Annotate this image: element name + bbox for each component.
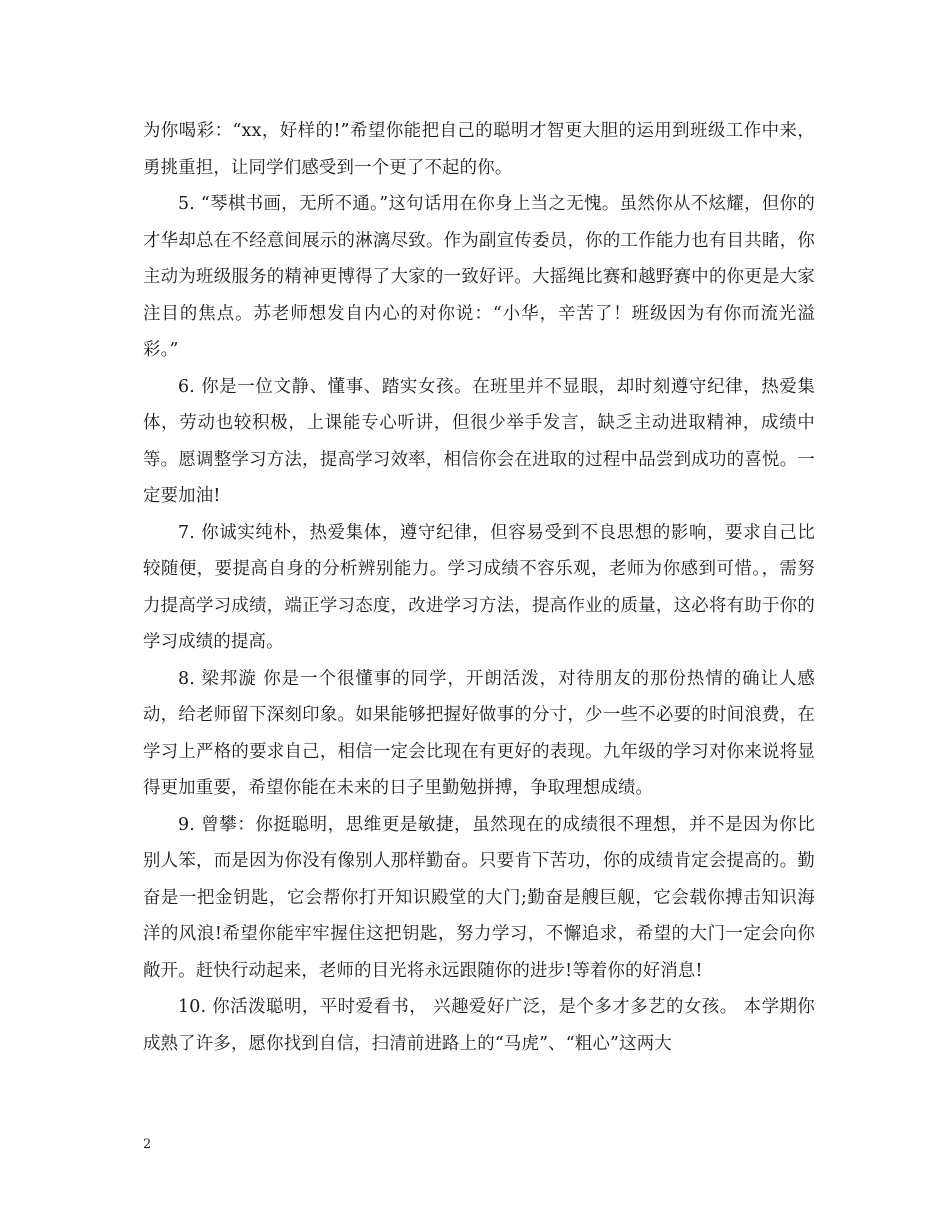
paragraph-item-7: 7. 你诚实纯朴，热爱集体，遵守纪律，但容易受到不良思想的影响，要求自己比较随便，要提高自身的分析辨别能力。学习成绩不容乐观，老师为你感到可惜。，需努力提高学习成绩，端正学习态度，改进学习方法，提高作业的质量，这必将有助于你的学习成绩的提高。 [143, 522, 815, 652]
paragraph-item-6: 6. 你是一位文静、懂事、踏实女孩。在班里并不显眼，却时刻遵守纪律，热爱集体，劳动也较积极，上课能专心听讲，但很少举手发言，缺乏主动进取精神，成绩中等。愿调整学习方法，提高学习效率，相信你会在进取的过程中品尝到成功的喜悦。一定要加油! [143, 376, 815, 506]
paragraph-item-9: 9. 曾攀：你挺聪明，思维更是敏捷，虽然现在的成绩很不理想，并不是因为你比别人笨，而是因为你没有像别人那样勤奋。只要肯下苦功，你的成绩肯定会提高的。勤奋是一把金钥匙，它会帮你打开知识殿堂的大门;勤奋是艘巨舰，它会载你搏击知识海洋的风浪!希望你能牢牢握住这把钥匙，努力学习，不懈追求，希望的大门一定会向你敞开。赶快行动起来，老师的目光将永远跟随你的进步!等着你的好消息! [143, 814, 815, 981]
paragraph-item-8: 8. 梁邦漩 你是一个很懂事的同学，开朗活泼，对待朋友的那份热情的确让人感动，给老师留下深刻印象。如果能够把握好做事的分寸，少一些不必要的时间浪费，在学习上严格的要求自己，相信一定会比现在有更好的表现。九年级的学习对你来说将显得更加重要，希望你能在未来的日子里勤勉拼搏，争取理想成绩。 [143, 668, 815, 798]
paragraph-continuation: 为你喝彩：“xx，好样的!”希望你能把自己的聪明才智更大胆的运用到班级工作中来，勇挑重担，让同学们感受到一个更了不起的你。 [143, 121, 815, 178]
paragraph-item-5: 5. “琴棋书画，无所不通。”这句话用在你身上当之无愧。虽然你从不炫耀，但你的才华却总在不经意间展示的淋漓尽致。作为副宣传委员，你的工作能力也有目共睹，你主动为班级服务的精神更博得了大家的一致好评。大摇绳比赛和越野赛中的你更是大家注目的焦点。苏老师想发自内心的对你说：“小华，辛苦了！班级因为有你而流光溢彩。” [143, 194, 815, 360]
paragraph-item-10: 10. 你活泼聪明，平时爱看书， 兴趣爱好广泛，是个多才多艺的女孩。 本学期你成熟了许多，愿你找到自信，扫清前进路上的“马虎”、“粗心”这两大 [143, 997, 815, 1054]
document-body [143, 113, 815, 1062]
page-number: 2 [143, 1137, 152, 1152]
